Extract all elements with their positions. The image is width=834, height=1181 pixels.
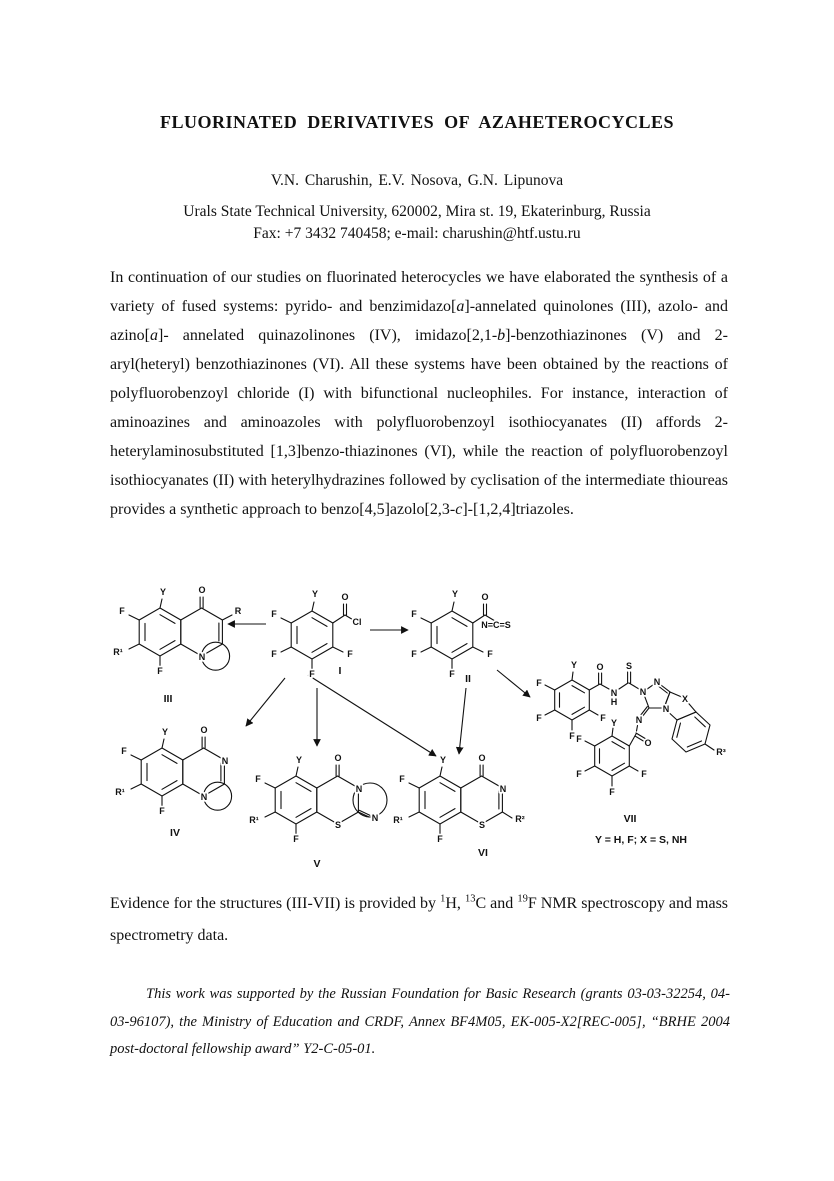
- atom-label: F: [609, 787, 615, 797]
- structure-caption: V: [313, 858, 321, 870]
- atom-label: O: [341, 592, 349, 602]
- text-segment: Evidence for the structures (III-VII) is provided by: [110, 895, 441, 912]
- atom-label: N: [639, 687, 647, 697]
- abstract-paragraph: [110, 263, 728, 524]
- atom-label: R: [234, 606, 242, 616]
- superscript: 13: [464, 893, 476, 905]
- authors: V.N. Charushin, E.V. Nosova, G.N. Lipunova: [270, 172, 564, 189]
- structure-iv: [131, 737, 232, 810]
- italic-segment: a: [456, 298, 465, 315]
- aromatic-bonds: [281, 783, 311, 818]
- atom-label: N: [499, 784, 507, 794]
- atom-label: F: [449, 669, 455, 679]
- atom-label: R¹: [393, 815, 403, 825]
- atom-label: N: [198, 652, 206, 662]
- atom-label: F: [255, 774, 261, 784]
- atom-label: F: [437, 834, 443, 844]
- atom-label: F: [309, 669, 315, 679]
- arrow-ii-to-vii: [497, 670, 530, 697]
- structure-vii: [545, 672, 714, 786]
- pyrimidinone-ring: [183, 748, 225, 796]
- atom-label: F: [157, 666, 163, 676]
- reaction-scheme: [100, 560, 740, 880]
- funding-footnote: This work was supported by the Russian Foundation for Basic Research (grants 03-03-32254, 04-03-96107), the Ministry of Education and CRDF, Annex BF4M05, EK-005-X2[REC-005], “BRHE 2004 post-doctoral fellowship award” Y2-C-05-01.: [110, 986, 730, 1057]
- atom-label: Y: [161, 727, 169, 737]
- atom-label: X: [681, 694, 689, 704]
- structure-caption: VII: [623, 813, 637, 825]
- atom-label: O: [334, 753, 342, 763]
- atom-label: S: [334, 820, 342, 830]
- atom-label: R³: [716, 747, 726, 757]
- atom-label: F: [271, 649, 277, 659]
- atom-label: F: [411, 649, 417, 659]
- structure-caption: I: [338, 665, 342, 677]
- atom-label: Y: [159, 587, 167, 597]
- atom-label: F: [536, 713, 542, 723]
- atom-label: O: [596, 662, 604, 672]
- text-segment: ]-[1,2,4]triazoles.: [462, 501, 574, 518]
- atom-label: O: [481, 592, 489, 602]
- bonds: [421, 602, 495, 669]
- atom-label: Y: [295, 755, 303, 765]
- superscript: 1: [440, 893, 446, 905]
- thiazinone-ring: [461, 776, 503, 824]
- aromatic-bonds: [145, 615, 175, 650]
- structure-caption: II: [465, 673, 471, 685]
- italic-segment: a: [149, 327, 158, 344]
- paper-title: FLUORINATED DERIVATIVES OF AZAHETEROCYCLES: [160, 112, 674, 132]
- atom-label: S: [478, 820, 486, 830]
- atom-label: R²: [515, 814, 525, 824]
- atom-label: F: [641, 769, 647, 779]
- structure-i: [281, 602, 355, 669]
- aromatic-bonds: [425, 783, 455, 818]
- atom-label: F: [600, 713, 606, 723]
- structure-iii: [129, 597, 232, 670]
- atom-label: F: [411, 609, 417, 619]
- atom-label: F: [576, 734, 582, 744]
- thiazinone-ring: [317, 776, 359, 824]
- atom-label: F: [569, 731, 575, 741]
- atom-label: N: [355, 784, 363, 794]
- benzo-ring: [672, 712, 710, 752]
- evidence-paragraph: [110, 888, 728, 952]
- aromatic-bonds: [560, 686, 585, 715]
- atom-label: N: [221, 756, 229, 766]
- affiliation: Urals State Technical University, 620002, Mira st. 19, Ekaterinburg, Russia: [183, 203, 651, 220]
- bonds: [281, 602, 355, 669]
- atom-label: N: [200, 792, 208, 802]
- atom-label: N: [653, 677, 661, 687]
- atom-label: F: [119, 606, 125, 616]
- atom-label: F: [271, 609, 277, 619]
- text-segment: ]-annelated quinolones (III), azolo- and azino[: [110, 298, 729, 344]
- contact-line: Fax: +7 3432 740458; e-mail: charushin@htf.ustu.ru: [253, 225, 581, 242]
- atom-label: F: [399, 774, 405, 784]
- scheme-labels: [113, 585, 726, 870]
- atom-label: Y: [610, 718, 618, 728]
- structure-v: [265, 765, 387, 834]
- annelated-ring-circle: [204, 782, 232, 810]
- atom-label: F: [487, 649, 493, 659]
- structure-vi: [409, 765, 512, 834]
- atom-label: H: [610, 697, 618, 707]
- atom-label: O: [198, 585, 206, 595]
- atom-label: R¹: [249, 815, 259, 825]
- atom-label: N=C=S: [481, 620, 511, 630]
- text-segment: C and: [475, 895, 518, 912]
- atom-label: R¹: [113, 647, 123, 657]
- text-segment: F NMR spectroscopy and mass spectrometry data.: [110, 895, 729, 944]
- atom-label: Y: [439, 755, 447, 765]
- arrow-i-to-vi: [308, 675, 436, 756]
- aromatic-bonds: [297, 618, 327, 653]
- atom-label: O: [200, 725, 208, 735]
- atom-label: F: [347, 649, 353, 659]
- atom-label: N: [610, 688, 618, 698]
- italic-segment: c: [455, 501, 463, 518]
- atom-label: Y: [311, 589, 319, 599]
- atom-label: S: [625, 661, 633, 671]
- atom-label: Cl: [352, 617, 362, 627]
- atom-label: N: [635, 715, 643, 725]
- atom-label: Y: [570, 660, 578, 670]
- text-segment: ]- annelated quinazolinones (IV), imidazo[2,1-: [157, 327, 498, 344]
- atom-label: F: [536, 678, 542, 688]
- annelated-ring-circle: [202, 642, 230, 670]
- atom-label: O: [478, 753, 486, 763]
- text-segment: In continuation of our studies on fluorinated heterocycles we have elaborated the synthesis of a variety of fused systems: pyrido- and benzimidazo[: [110, 269, 728, 315]
- atom-label: N: [371, 813, 379, 823]
- arrow-i-to-iv: [246, 678, 285, 726]
- structure-caption: Y = H, F; X = S, NH: [595, 834, 687, 846]
- aromatic-bonds: [600, 742, 625, 771]
- italic-segment: b: [497, 327, 506, 344]
- structure-ii: [421, 602, 495, 669]
- text-segment: ]-benzothiazinones (V) and 2-aryl(heteryl) benzothiazinones (VI). All these systems have been obtained by the reactions of polyfluorobenzoyl chloride (I) with bifunctional nucleophiles. For instance, interaction of aminoazines and aminoazoles with polyfluorobenzoyl isothiocyanates (II) affords 2-heterylaminosubstituted [1,3]benzo-thiazinones (VI), while the reaction of polyfluorobenzoyl isothiocyanates (II) with heterylhydrazines followed by cyclisation of the intermediate thioureas provides a synthetic approach to benzo[4,5]azolo[2,3-: [110, 327, 728, 518]
- text-segment: H,: [445, 895, 465, 912]
- structure-caption: IV: [170, 827, 180, 839]
- pyridinone-ring: [181, 608, 223, 656]
- reaction-arrows: [228, 624, 530, 756]
- atom-label: R¹: [115, 787, 125, 797]
- atom-label: O: [644, 738, 652, 748]
- aromatic-bonds: [437, 618, 467, 653]
- atom-label: F: [576, 769, 582, 779]
- aromatic-bonds: [147, 755, 177, 790]
- atom-label: F: [159, 806, 165, 816]
- atom-label: Y: [451, 589, 459, 599]
- atom-label: F: [121, 746, 127, 756]
- atom-label: N: [662, 704, 670, 714]
- atom-label: F: [293, 834, 299, 844]
- structure-caption: III: [163, 693, 173, 705]
- arrow-ii-to-vi: [459, 688, 466, 754]
- superscript: 19: [517, 893, 528, 905]
- bonds: [131, 737, 221, 806]
- structure-caption: VI: [478, 847, 488, 859]
